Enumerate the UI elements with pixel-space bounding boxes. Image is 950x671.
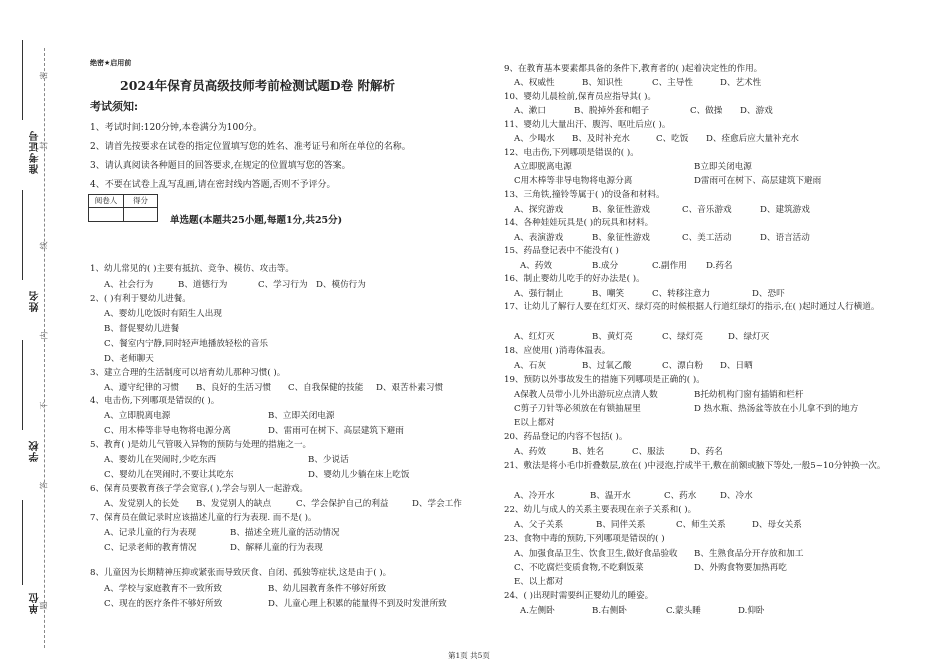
question-option: D、老师聊天 <box>104 354 154 364</box>
binding-char: 题 <box>39 601 49 610</box>
question-stem: 21、敷法是将小毛巾折叠数层,放在( )中浸泡,拧成半干,敷在前额或腋下等处,一般5~10分钟换一次。 <box>504 461 886 471</box>
question-option: A、红灯灭 <box>514 332 555 342</box>
question-option: D、模仿行为 <box>316 280 366 290</box>
question-option: B、及时补充水 <box>572 134 630 144</box>
question-option: C、现在的医疗条件不够好所致 <box>104 599 223 609</box>
question-option: B、良好的生活习惯 <box>196 383 272 393</box>
question-stem: 16、制止婴幼儿吃手的好办法是( )。 <box>504 274 645 284</box>
question-stem: 19、预防以外事故发生的措施下列哪项是正确的( )。 <box>504 375 705 385</box>
notice-heading: 考试须知: <box>90 100 139 113</box>
question-option: B、知识性 <box>582 78 623 88</box>
question-option: D、冷水 <box>720 491 753 501</box>
notice-item: 1、考试时间:120分钟,本卷满分为100分。 <box>90 123 262 133</box>
question-stem: 11、婴幼儿大量出汗、腹泻、呕吐后应( )。 <box>504 120 671 130</box>
question-option: C、美工活动 <box>682 233 732 243</box>
question-option: B、脱掉外套和帽子 <box>574 106 650 116</box>
question-stem: 8、儿童因为长期精神压抑或紧张而导致厌食、自闭、孤独等症状,这是由于( )。 <box>90 568 392 578</box>
notice-item: 3、请认真阅读各种题目的回答要求,在规定的位置填写您的答案。 <box>90 161 351 171</box>
question-option: A、少喝水 <box>514 134 555 144</box>
question-option: A、强行制止 <box>514 289 564 299</box>
question-option: B、同伴关系 <box>596 520 646 530</box>
question-option: D、母女关系 <box>752 520 802 530</box>
question-option: A、社会行为 <box>104 280 154 290</box>
question-option: B托幼机构门窗有插销和栏杆 <box>694 390 804 400</box>
question-option: C、用木棒等非导电物将电源分离 <box>104 426 231 436</box>
question-option: E、以上都对 <box>514 577 564 587</box>
question-stem: 10、婴幼儿晨检前,保育员应指导其( )。 <box>504 92 657 102</box>
section-title: 单选题(本题共25小题,每题1分,共25分) <box>170 215 343 226</box>
margin-fill-line-name <box>22 190 23 280</box>
question-option: B、象征性游戏 <box>592 205 650 215</box>
question-option: D、建筑游戏 <box>760 205 810 215</box>
question-option: A、表演游戏 <box>514 233 564 243</box>
margin-label-unit: 单位 <box>30 592 41 614</box>
question-option: C、绿灯亮 <box>662 332 703 342</box>
margin-label-name: 姓名 <box>30 290 41 312</box>
question-option: B.右侧卧 <box>592 606 627 616</box>
question-option: A、记录儿童的行为表现 <box>104 528 197 538</box>
question-stem: 4、电击伤,下列哪项是错误的( )。 <box>90 396 220 406</box>
question-option: C、餐室内宁静,同时轻声地播放轻松的音乐 <box>104 339 268 349</box>
question-option: A、婴幼儿吃饭时有陌生人出现 <box>104 309 222 319</box>
question-option: C、药水 <box>664 491 697 501</box>
binding-char: 线 <box>39 241 49 250</box>
question-option: D、药名 <box>690 447 723 457</box>
question-option: D、绿灯灭 <box>728 332 770 342</box>
question-option: D.药名 <box>706 261 733 271</box>
margin-fill-line-school <box>22 340 23 430</box>
question-stem: 6、保育员要教育孩子学会宽容,( ),学会与别人一起游戏。 <box>90 484 309 494</box>
question-option: B、发觉别人的缺点 <box>196 499 272 509</box>
question-option: A立即脱离电源 <box>514 162 572 172</box>
question-stem: 3、建立合理的生活制度可以培育幼儿那种习惯( )。 <box>90 368 286 378</box>
question-stem: 9、在教育基本要素都具备的条件下,教育者的( )起着决定性的作用。 <box>504 64 763 74</box>
question-stem: 22、幼儿与成人的关系主要表现在亲子关系和( )。 <box>504 505 697 515</box>
question-option: A、药效 <box>514 447 546 457</box>
question-option: C、音乐游戏 <box>682 205 732 215</box>
question-option: D、解释儿童的行为表现 <box>230 543 323 553</box>
question-option: C、记录老师的教育情况 <box>104 543 197 553</box>
question-option: D雷雨可在树下、高层建筑下避雨 <box>694 176 822 186</box>
question-option: A、加强食品卫生、饮食卫生,做好食品验收 <box>514 549 678 559</box>
question-option: D、艺术性 <box>720 78 762 88</box>
question-stem: 14、各种娃娃玩具是( )的玩具和材料。 <box>504 218 654 228</box>
question-option: E以上都对 <box>514 418 555 428</box>
question-stem: 17、让幼儿了解行人要在红灯灭、绿灯亮的时候根据人行道红绿灯的指示,在( )起时通过人行横道。 <box>504 302 880 312</box>
question-option: C、不吃腐烂变质食物,不吃剩饭菜 <box>514 563 644 573</box>
question-option: B、过氧乙酸 <box>582 361 632 371</box>
question-option: C、漂白粉 <box>662 361 703 371</box>
question-option: C用木棒等非导电物将电源分离 <box>514 176 633 186</box>
confidential-mark: 绝密★启用前 <box>90 59 132 67</box>
question-option: A、婴幼儿在哭闹时,少吃东西 <box>104 455 217 465</box>
question-option: A、冷开水 <box>514 491 555 501</box>
question-option: D、恐吓 <box>752 289 785 299</box>
question-option: A、探究游戏 <box>514 205 564 215</box>
binding-char: 不 <box>39 401 49 410</box>
margin-fill-line-unit <box>22 500 23 585</box>
question-option: D、儿童心理上积累的能量得不到及时发泄所致 <box>268 599 447 609</box>
question-option: A、漱口 <box>514 106 546 116</box>
question-option: D、痊愈后应大量补充水 <box>706 134 799 144</box>
question-stem: 23、食物中毒的预防,下列哪项是错误的( ) <box>504 534 665 544</box>
score-label: 得分 <box>133 196 148 205</box>
question-option: D、雷雨可在树下、高层建筑下避雨 <box>268 426 404 436</box>
question-stem: 1、幼儿常见的( )主要有抵抗、竞争、模仿、攻击等。 <box>90 264 294 274</box>
question-option: C、自我保健的技能 <box>288 383 364 393</box>
question-option: B、道德行为 <box>178 280 228 290</box>
question-option: D 热水瓶、热汤盆等放在小儿拿不到的地方 <box>694 404 859 414</box>
notice-item: 4、不要在试卷上乱写乱画,请在密封线内答题,否则不予评分。 <box>90 180 336 190</box>
binding-dashed-line <box>44 48 45 648</box>
question-option: C、吃饭 <box>656 134 689 144</box>
question-option: D、语言活动 <box>760 233 810 243</box>
question-option: C、转移注意力 <box>652 289 711 299</box>
notice-item: 2、请首先按要求在试卷的指定位置填写您的姓名、准考证号和所在单位的名称。 <box>90 142 411 152</box>
question-stem: 2、( )有利于婴幼儿进餐。 <box>90 294 191 304</box>
question-option: A、发觉别人的长处 <box>104 499 179 509</box>
question-option: A保教人员带小儿外出游玩应点清人数 <box>514 390 658 400</box>
question-option: C、服法 <box>632 447 665 457</box>
question-option: D、日晒 <box>720 361 753 371</box>
question-option: C、做操 <box>690 106 723 116</box>
question-option: C剪子刀针等必须放在有锁抽屉里 <box>514 404 641 414</box>
question-option: D.仰卧 <box>738 606 765 616</box>
question-option: B、立即关闭电源 <box>268 411 335 421</box>
question-stem: 12、电击伤,下列哪项是错误的( )。 <box>504 148 639 158</box>
question-option: C、主导性 <box>652 78 693 88</box>
margin-label-exam-number: 准考证号 <box>30 130 41 174</box>
question-option: C、师生关系 <box>676 520 726 530</box>
binding-char: 封 <box>39 141 49 150</box>
margin-label-school: 学校 <box>30 440 41 462</box>
question-option: C、学会保护自己的利益 <box>296 499 389 509</box>
question-option: C.副作用 <box>652 261 687 271</box>
question-option: A、石灰 <box>514 361 546 371</box>
binding-char: 答 <box>39 481 49 490</box>
question-option: A.左侧卧 <box>520 606 555 616</box>
question-option: B.成分 <box>592 261 619 271</box>
question-option: A、立即脱离电源 <box>104 411 171 421</box>
question-option: B、姓名 <box>572 447 605 457</box>
question-stem: 24、( )出现时需要纠正婴幼儿的睡姿。 <box>504 591 654 601</box>
question-option: D、艰苦朴素习惯 <box>376 383 444 393</box>
question-option: A、药效 <box>520 261 552 271</box>
question-option: A、权威性 <box>514 78 555 88</box>
question-stem: 5、教育( )是幼儿气管吸入异物的预防与处理的措施之一。 <box>90 440 312 450</box>
question-option: C.蒙头睡 <box>666 606 701 616</box>
question-option: B、黄灯亮 <box>592 332 633 342</box>
question-stem: 7、保育员在做记录时应该描述儿童的行为表现. 而不是( )。 <box>90 513 317 523</box>
question-option: B、嘲笑 <box>592 289 625 299</box>
reviewer-label: 阅卷人 <box>89 195 124 207</box>
question-option: B、象征性游戏 <box>592 233 650 243</box>
score-box <box>88 194 158 222</box>
question-option: B、少说话 <box>308 455 349 465</box>
page-footer: 第1页 共5页 <box>448 651 490 660</box>
page-title: 2024年保育员高级技师考前检测试题D卷 附解析 <box>120 78 395 93</box>
question-option: B、温开水 <box>590 491 631 501</box>
question-option: C、学习行为 <box>258 280 308 290</box>
question-option: D、外购食物要加热再吃 <box>694 563 787 573</box>
question-stem: 15、药品登记表中不能没有( ) <box>504 246 619 256</box>
question-option: B、描述全班儿童的活动情况 <box>230 528 340 538</box>
question-option: B立即关闭电源 <box>694 162 752 172</box>
question-stem: 18、应使用( )消毒体温表。 <box>504 346 611 356</box>
question-option: A、父子关系 <box>514 520 564 530</box>
question-option: B、督促婴幼儿进餐 <box>104 324 180 334</box>
question-option: C、婴幼儿在哭闹时,不要让其吃东 <box>104 470 234 480</box>
question-option: D、学会工作 <box>412 499 462 509</box>
question-option: D、婴幼儿少躺在床上吃饭 <box>308 470 410 480</box>
question-option: A、学校与家庭教育不一致所致 <box>104 584 222 594</box>
question-stem: 13、三角铁,撞铃等属于( )的设备和材料。 <box>504 190 665 200</box>
binding-char: 内 <box>39 331 49 340</box>
margin-fill-line-exam-number <box>22 40 23 120</box>
binding-char: 密 <box>39 71 49 80</box>
question-option: B、幼儿园教育条件不够好所致 <box>268 584 387 594</box>
question-option: A、遵守纪律的习惯 <box>104 383 179 393</box>
question-option: D、游戏 <box>740 106 773 116</box>
question-option: B、生熟食品分开存放和加工 <box>694 549 804 559</box>
question-stem: 20、药品登记的内容不包括( )。 <box>504 432 628 442</box>
